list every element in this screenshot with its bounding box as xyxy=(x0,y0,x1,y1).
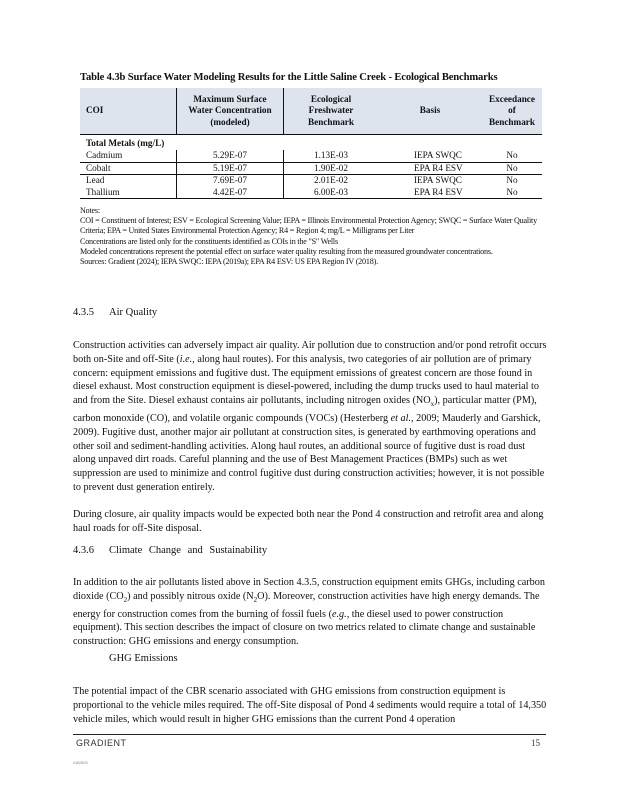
notes-modeled: Modeled concentrations represent the potential effect on surface water quality resulting from the measured groundwater concentrations. xyxy=(80,246,493,256)
text-run: ) and possibly nitrous oxide (N xyxy=(127,590,254,602)
cell-basis: IEPA SWQC xyxy=(414,175,462,185)
group-label: Total Metals (mg/L) xyxy=(86,138,165,149)
cell-max-concentration: 5.29E-07 xyxy=(177,150,284,162)
footer-divider xyxy=(73,734,546,735)
cell-exceedance: No xyxy=(482,187,542,199)
cell-coi: Cobalt xyxy=(80,162,177,175)
air-quality-paragraph-1 xyxy=(73,339,548,495)
header-benchmark: Ecological Freshwater Benchmark xyxy=(284,88,379,135)
cell-max-concentration: 4.42E-07 xyxy=(177,187,284,199)
text-run-italic: e.g. xyxy=(331,608,347,620)
table-row xyxy=(80,150,542,162)
cell-benchmark: 6.00E-03 xyxy=(284,187,379,199)
notes-coi-scope: Concentrations are listed only for the constituents identified as COIs in the "S" Wells xyxy=(80,236,338,246)
table-title: Table 4.3b Surface Water Modeling Results for the Little Saline Creek - Ecological Benchmarks xyxy=(80,72,498,83)
air-quality-paragraph-2 xyxy=(73,508,548,536)
cell-max-concentration: 5.19E-07 xyxy=(177,162,284,175)
subscript: 2 xyxy=(253,595,258,604)
section-number: 4.3.5 xyxy=(73,307,94,318)
cell-coi: Cadmium xyxy=(80,150,177,162)
table-row xyxy=(80,162,542,175)
text-run-italic: et al. xyxy=(390,413,411,425)
text-run: ), particular matter (PM), carbon monoxide (CO), and volatile organic compounds (VOCs) (Hesterberg xyxy=(73,395,537,425)
header-coi: COI xyxy=(80,88,177,135)
cell-coi: Lead xyxy=(80,175,177,187)
subscript: 2 xyxy=(123,595,128,604)
notes-label: Notes: xyxy=(80,206,100,215)
text-run: , 2009; Mauderly and Garshick, 2009). Fugitive dust, another major air pollutant at construction sites, is generated by earthmoving operations and other soil and sediment-handling activities. Along haul routes, an additional source of fugitive dust is road dust along unpaved dirt roads. Careful planning and the use of Best Management Practices (BMPs) such as wet suppression are used to minimize and control fugitive dust during construction activities; however, it is not possible to prevent dust generation entirely. xyxy=(73,413,545,493)
table-header-row xyxy=(80,88,542,135)
paragraph: During closure, air quality impacts would be expected both near the Pond 4 construction and retrofit area and along haul roads for off-Site disposal. xyxy=(73,509,544,534)
footer-brand-logo: GRADIENT xyxy=(76,738,127,748)
results-table xyxy=(80,88,542,199)
text-run-italic: i.e. xyxy=(179,353,193,365)
cell-coi: Thallium xyxy=(80,187,177,199)
section-heading-air-quality xyxy=(73,307,157,318)
notes-abbreviations: COI = Constituent of Interest; ESV = Ecological Screening Value; IEPA = Illinois Environmental Protection Agency; SWQC = Surface Water Quality Criteria; EPA = United States Environmental Protection Agency; R4 = Region 4; mg/L = Milligrams per Liter xyxy=(80,216,537,236)
text-run: O). Moreover, construction activities have high energy demands. The energy for construction comes from the burning of fossil fuels ( xyxy=(73,590,540,620)
table-row xyxy=(80,187,542,199)
table-group-row xyxy=(80,135,542,151)
cell-benchmark: 1.13E-03 xyxy=(284,150,379,162)
subheading-ghg-emissions: GHG Emissions xyxy=(109,653,178,664)
cell-exceedance: No xyxy=(482,150,542,162)
notes-sources: Sources: Gradient (2024); IEPA SWQC: IEPA (2019a); EPA R4 ESV: US EPA Region IV (2018). xyxy=(80,257,378,267)
section-title: Climate Change and Sustainability xyxy=(109,545,268,556)
cell-benchmark: 1.90E-02 xyxy=(284,162,379,175)
subscript: x xyxy=(430,400,435,409)
table-row xyxy=(80,175,542,187)
header-exceedance: Exceedance of Benchmark xyxy=(482,88,542,135)
document-code: r082825 xyxy=(73,760,88,765)
text-run: In addition to the air pollutants listed above in Section 4.3.5, construction equipment emits GHGs, including carbon dioxide (CO xyxy=(73,577,545,602)
cell-max-concentration: 7.69E-07 xyxy=(177,175,284,187)
header-basis: Basis xyxy=(378,88,482,135)
table-notes xyxy=(80,206,546,267)
text-run: , the diesel used to power construction equipment). This section describes the impact of closure on two metrics related to climate change and sustainable construction: GHG emissions and energy consumption. xyxy=(73,608,536,648)
section-title: Air Quality xyxy=(109,307,158,318)
cell-exceedance: No xyxy=(506,175,518,185)
text-run: , along haul routes). For this analysis, two categories of air pollution are of primary concern: equipment emissions and fugitive dust. The equipment emissions of greatest concern are those found in diesel exhaust. Most construction equipment is diesel-powered, including the dump trucks used to haul material to and from the Site. Diesel exhaust contains air pollutants, including nitrogen oxides (NO xyxy=(73,353,539,407)
paragraph: The potential impact of the CBR scenario associated with GHG emissions from construction equipment is proportional to the vehicle miles required. The off-Site disposal of Pond 4 sediments would require a total of 14,350 vehicle miles, which would result in higher GHG emissions than the current Pond 4 operation xyxy=(73,686,547,725)
header-max-concentration: Maximum Surface Water Concentration (modeled) xyxy=(177,88,284,135)
section-number: 4.3.6 xyxy=(73,545,94,556)
cell-basis: EPA R4 ESV xyxy=(378,187,482,199)
cell-exceedance: No xyxy=(482,162,542,175)
cell-benchmark: 2.01E-02 xyxy=(314,175,348,185)
climate-paragraph-1 xyxy=(73,576,548,649)
section-heading-climate xyxy=(73,545,267,556)
cell-basis: EPA R4 ESV xyxy=(378,162,482,175)
text-run: Construction activities can adversely impact air quality. Air pollution due to construction and/or pond retrofit occurs both on-Site and off-Site ( xyxy=(73,340,547,365)
ghg-paragraph xyxy=(73,685,548,726)
cell-basis: IEPA SWQC xyxy=(378,150,482,162)
page-number: 15 xyxy=(531,738,540,748)
